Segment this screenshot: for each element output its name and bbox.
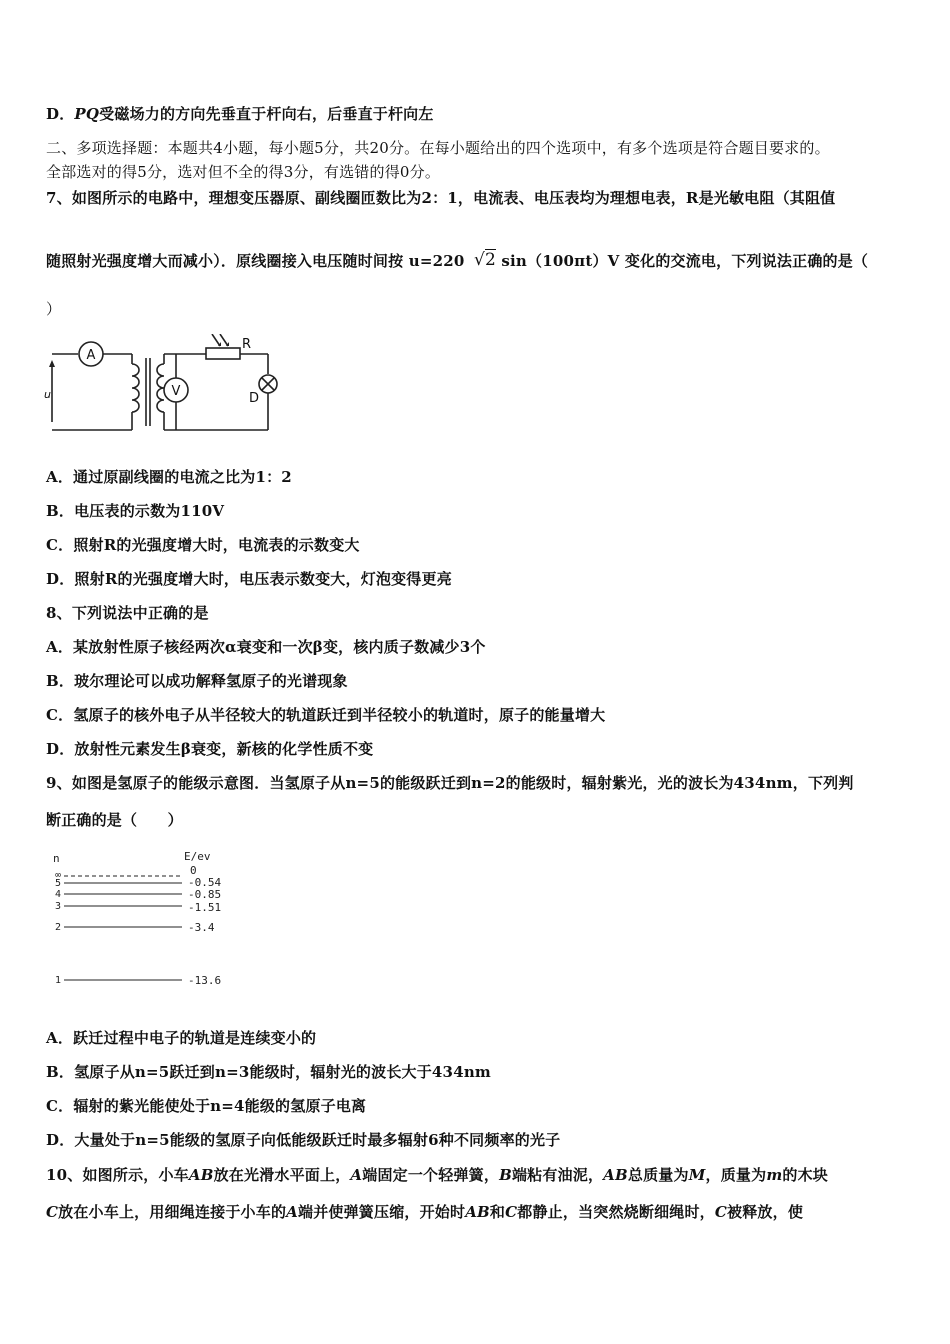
q7-option-d: D．照射R的光强度增大时，电压表示数变大，灯泡变得更亮: [46, 570, 452, 588]
level-3-e: -1.51: [188, 901, 222, 914]
ammeter-label: A: [86, 348, 96, 363]
q10-stem-line2: C放在小车上，用细绳连接于小车的A端并使弹簧压缩，开始时AB和C都静止，当突然烧断细绳时，C被释放，使: [46, 1203, 804, 1221]
q8-stem: 8、下列说法中正确的是: [46, 604, 209, 622]
q9-stem-line2: 断正确的是（ ）: [46, 811, 183, 829]
level-4-e-text: -0.85: [188, 888, 222, 901]
q8-option-c: C．氢原子的核外电子从半径较大的轨道跃迁到半径较小的轨道时，原子的能量增大: [46, 706, 606, 724]
q9-option-b: B．氢原子从n=5跃迁到n=3能级时，辐射光的波长大于434nm: [46, 1063, 492, 1081]
q6-option-d: D．PQ受磁场力的方向先垂直于杆向右，后垂直于杆向左: [46, 105, 434, 123]
voltmeter-label: V: [171, 384, 181, 399]
q9-stem-line1: 9、如图是氢原子的能级示意图．当氢原子从n=5的能级跃迁到n=2的能级时，辐射紫光，光的波长为434nm，下列判: [46, 774, 854, 792]
level-4-n: 4: [55, 889, 62, 900]
level-5-e: -0.54: [188, 876, 222, 889]
q7-option-a: A．通过原副线圈的电流之比为1：2: [46, 468, 292, 486]
q7-stem-line2: 随照射光强度增大而减小）．原线圈接入电压随时间按 u=220 √2 sin（100πt）V 变化的交流电，下列说法正确的是（: [46, 250, 869, 270]
level-5-n: 5: [55, 878, 62, 889]
q7-stem-line1: 7、如图所示的电路中，理想变压器原、副线圈匝数比为2：1，电流表、电压表均为理想电表，R是光敏电阻（其阻值: [46, 189, 836, 207]
level-3-n: 3: [55, 901, 62, 912]
q8-option-b: B．玻尔理论可以成功解释氢原子的光谱现象: [46, 672, 348, 690]
q7-stem-line3: ）: [46, 300, 62, 318]
level-1-e: -13.6: [188, 974, 222, 987]
q7-option-c: C．照射R的光强度增大时，电流表的示数变大: [46, 536, 360, 554]
level-2-e: -3.4: [188, 921, 215, 934]
source-label: u: [44, 388, 51, 401]
q7-option-b: B．电压表的示数为110V: [46, 502, 225, 520]
lamp-label: D: [249, 391, 260, 406]
q9-option-a: A．跃迁过程中电子的轨道是连续变小的: [46, 1029, 317, 1047]
axis-e-label: E/ev: [184, 850, 211, 863]
q9-option-c: C．辐射的紫光能使处于n=4能级的氢原子电离: [46, 1097, 367, 1115]
section2-line1: 二、多项选择题：本题共4小题，每小题5分，共20分。在每小题给出的四个选项中，有多个选项是符合题目要求的。: [46, 139, 830, 157]
level-1-n: 1: [55, 975, 62, 986]
level-inf-e: 0: [190, 864, 197, 877]
level-inf-n: ∞: [55, 870, 62, 881]
resistor-label: R: [242, 337, 252, 352]
resistor-symbol: [206, 348, 240, 359]
secondary-coil: [157, 364, 164, 412]
level-2-n: 2: [55, 922, 62, 933]
q8-option-a: A．某放射性原子核经两次α衰变和一次β变，核内质子数减少3个: [46, 638, 486, 656]
section2-line2: 全部选对的得5分，选对但不全的得3分，有选错的得0分。: [46, 163, 441, 181]
transformer-circuit-figure: [44, 334, 280, 434]
energy-level-diagram: [50, 848, 230, 990]
q9-option-d: D．大量处于n=5能级的氢原子向低能级跃迁时最多辐射6种不同频率的光子: [46, 1131, 561, 1149]
primary-coil: [132, 364, 139, 412]
axis-n-label: n: [53, 852, 60, 865]
q8-option-d: D．放射性元素发生β衰变，新核的化学性质不变: [46, 740, 374, 758]
q10-stem-line1: 10、如图所示，小车AB放在光滑水平面上，A端固定一个轻弹簧，B端粘有油泥，AB总质量为M，质量为m的木块: [46, 1166, 828, 1184]
